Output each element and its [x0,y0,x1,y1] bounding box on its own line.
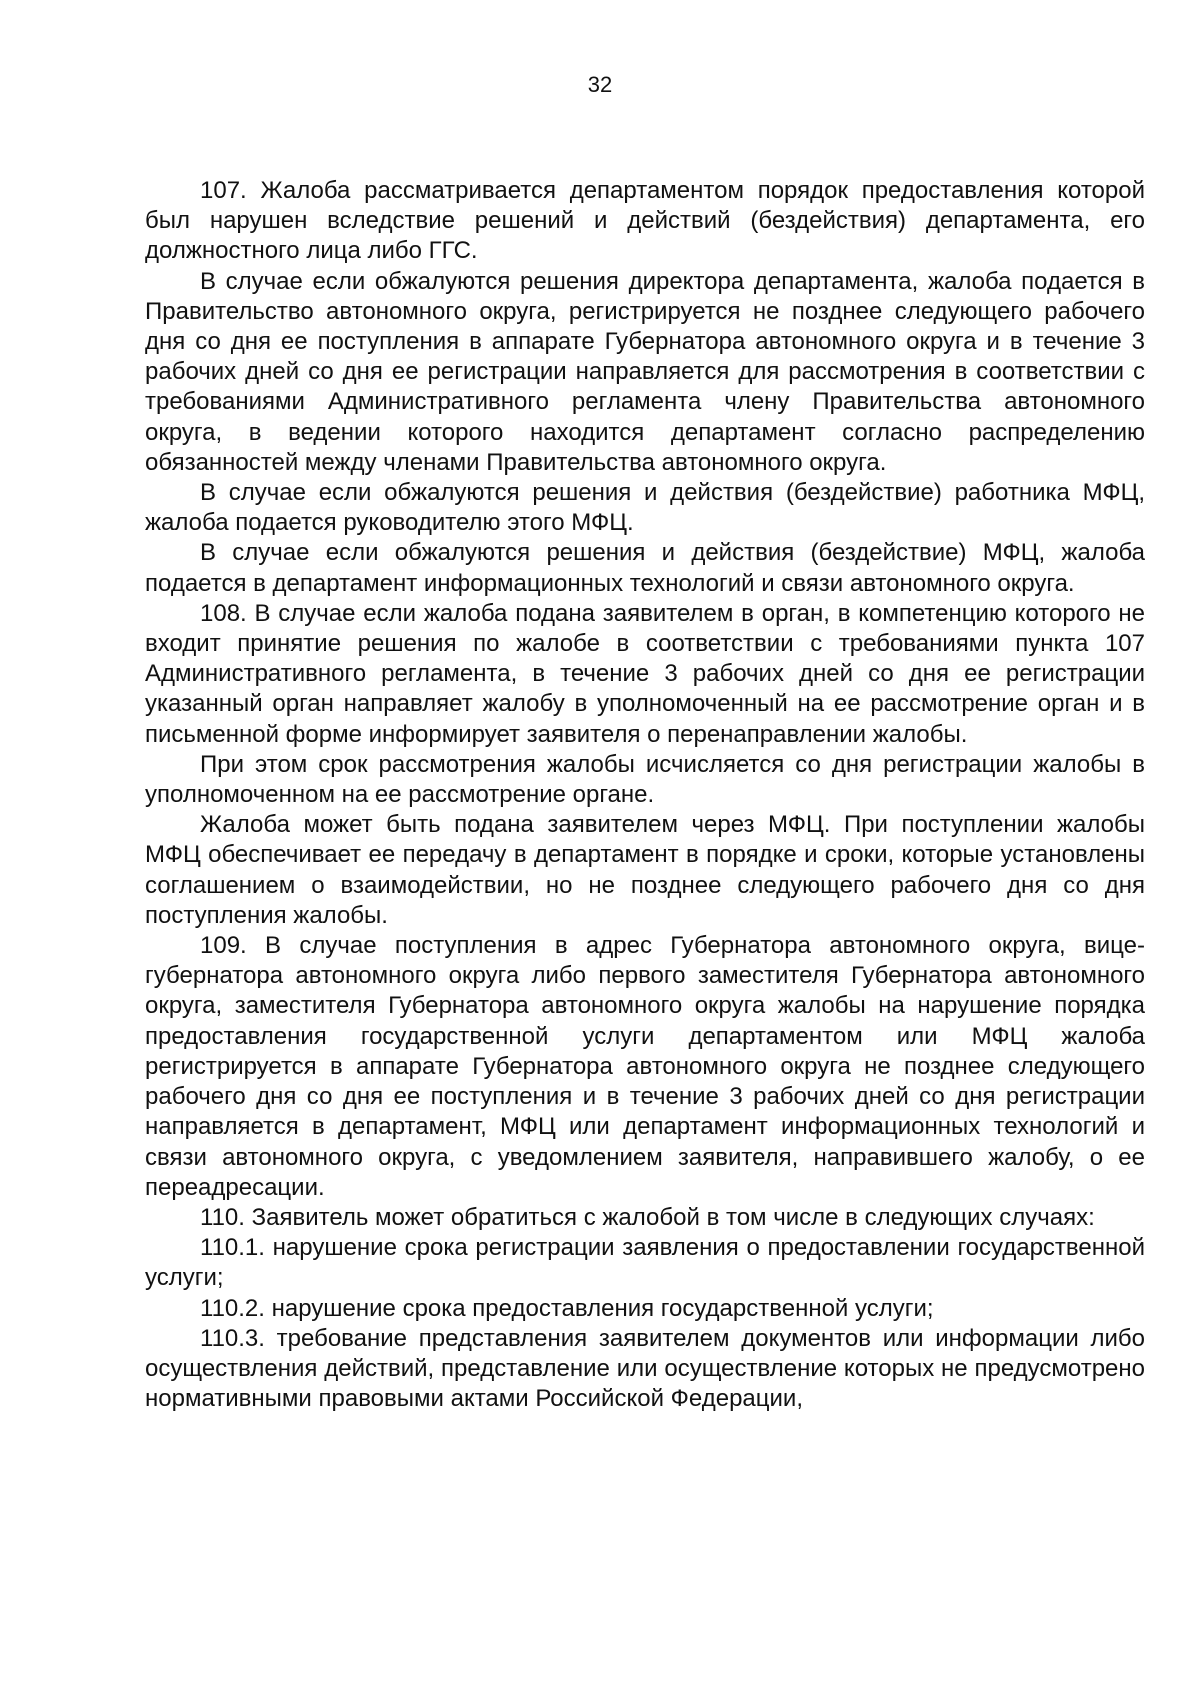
paragraph-110-1: 110.1. нарушение срока регистрации заявления о предоставлении государственной услуги; [145,1234,1145,1292]
paragraph-110-2: 110.2. нарушение срока предоставления государственной услуги; [200,1294,934,1322]
page-number: 32 [587,72,613,97]
paragraph-110-3: 110.3. требование представления заявителем документов или информации либо осуществления действий, представление или осуществление которых не предусмотрено нормативными правовыми актами Российской Федерации, [145,1324,1145,1413]
document-body [145,176,1145,1414]
paragraph-110: 110. Заявитель может обратиться с жалобой в том числе в следующих случаях: [200,1203,1095,1231]
paragraph-107-director-appeal: В случае если обжалуются решения директора департамента, жалоба подается в Правительство автономного округа, регистрируется не позднее следующего рабочего дня со дня ее поступления в аппарате Губернатора автономного округа и в течение 3 рабочих дней со дня ее регистрации направляется для рассмотрения в соответствии с требованиями Административного регламента члену Правительства автономного округа, в ведении которого находится департамент согласно распределению обязанностей между членами Правительства автономного округа. [145,267,1145,476]
paragraph-107: 107. Жалоба рассматривается департаментом порядок предоставления которой был нарушен вследствие решений и действий (бездействия) департамента, его должностного лица либо ГГС. [145,177,1145,265]
paragraph-107-mfc-employee-appeal: В случае если обжалуются решения и действия (бездействие) работника МФЦ, жалоба подается руководителю этого МФЦ. [145,479,1145,537]
paragraph-108-review-term: При этом срок рассмотрения жалобы исчисляется со дня регистрации жалобы в уполномоченном на ее рассмотрение органе. [145,750,1145,809]
paragraph-107-mfc-appeal: В случае если обжалуются решения и действия (бездействие) МФЦ, жалоба подается в департамент информационных технологий и связи автономного округа. [145,539,1145,597]
paragraph-108: 108. В случае если жалоба подана заявителем в орган, в компетенцию которого не входит принятие решения по жалобе в соответствии с требованиями пункта 107 Административного регламента, в течение 3 рабочих дней со дня ее регистрации указанный орган направляет жалобу в уполномоченный на ее рассмотрение орган и в письменной форме информирует заявителя о перенаправлении жалобы. [145,599,1145,748]
paragraph-109: 109. В случае поступления в адрес Губернатора автономного округа, вице-губернатора автономного округа либо первого заместителя Губернатора автономного округа, заместителя Губернатора автономного округа жалобы на нарушение порядка предоставления государственной услуги департаментом или МФЦ жалоба регистрируется в аппарате Губернатора автономного округа не позднее следующего рабочего дня со дня ее поступления и в течение 3 рабочих дней со дня регистрации направляется в департамент, МФЦ или департамент информационных технологий и связи автономного округа, с уведомлением заявителя, направившего жалобу, о ее переадресации. [145,932,1145,1201]
paragraph-108-mfc-submission: Жалоба может быть подана заявителем через МФЦ. При поступлении жалобы МФЦ обеспечивает ее передачу в департамент в порядке и сроки, которые установлены соглашением о взаимодействии, но не позднее следующего рабочего дня со дня поступления жалобы. [145,811,1145,929]
